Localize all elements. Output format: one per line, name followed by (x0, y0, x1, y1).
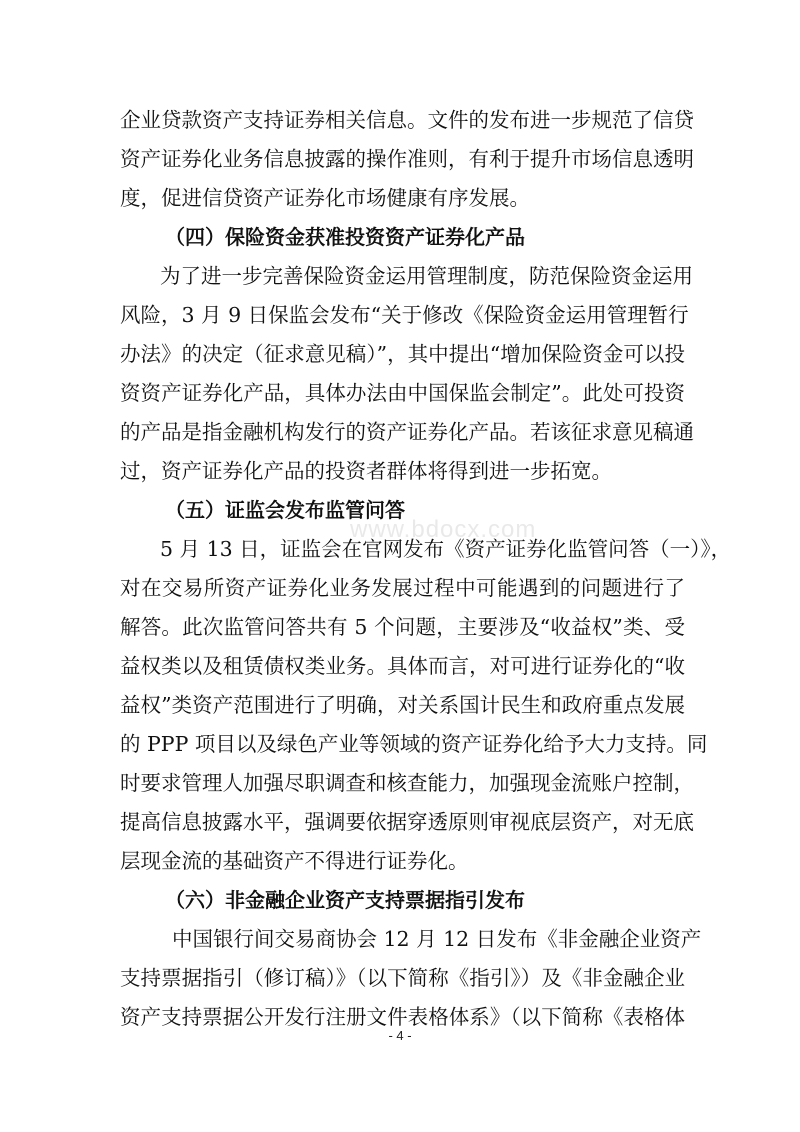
paragraph-3-line-3: 解答。此次监管问答共有 5 个问题，主要涉及“收益权”类、受 (120, 615, 685, 639)
paragraph-3-line-5: 益权”类资产范围进行了明确，对关系国计民生和政府重点发展 (120, 693, 685, 717)
paragraph-2-line-3: 办法》的决定（征求意见稿）”，其中提出“增加保险资金可以投 (120, 342, 685, 366)
paragraph-1-line-2: 资产证券化业务信息披露的操作准则，有利于提升市场信息透明 (120, 147, 694, 171)
paragraph-3-line-9: 层现金流的基础资产不得进行证券化。 (120, 849, 469, 873)
section-heading-5: （五）证监会发布监管问答 (165, 498, 405, 522)
paragraph-4-line-3: 资产支持票据公开发行注册文件表格体系》（以下简称《表格体 (120, 1005, 685, 1029)
paragraph-3-line-6: 的 PPP 项目以及绿色产业等领域的资产证券化给予大力支持。同 (120, 732, 708, 756)
paragraph-4-line-1: 中国银行间交易商协会 12 月 12 日发布《非金融企业资产 (172, 927, 702, 951)
paragraph-2-line-1: 为了进一步完善保险资金运用管理制度，防范保险资金运用 (160, 264, 693, 288)
page-number: - 4 - (388, 1028, 412, 1043)
paragraph-3-line-2: 对在交易所资产证券化业务发展过程中可能遇到的问题进行了 (120, 576, 685, 600)
paragraph-3-line-4: 益权类以及租赁债权类业务。具体而言，对可进行证券化的“收 (120, 654, 685, 678)
paragraph-3-line-1: 5 月 13 日，证监会在官网发布《资产证券化监管问答（一）》， (160, 537, 732, 561)
paragraph-4-line-2: 支持票据指引（修订稿）》（以下简称《指引》）及《非金融企业 (120, 966, 685, 990)
paragraph-1-line-1: 企业贷款资产支持证券相关信息。文件的发布进一步规范了信贷 (120, 108, 694, 132)
paragraph-2-line-2: 风险，3 月 9 日保监会发布“关于修改《保险资金运用管理暂行 (120, 303, 689, 327)
watermark: www.bdocx.com (350, 516, 537, 543)
paragraph-3-line-8: 提高信息披露水平，强调要依据穿透原则审视底层资产，对无底 (120, 810, 694, 834)
paragraph-2-line-4: 资资产证券化产品，具体办法由中国保监会制定”。此处可投资 (120, 381, 685, 405)
paragraph-2-line-6: 过，资产证券化产品的投资者群体将得到进一步拓宽。 (120, 459, 612, 483)
paragraph-1-line-3: 度，促进信贷资产证券化市场健康有序发展。 (120, 186, 530, 210)
paragraph-2-line-5: 的产品是指金融机构发行的资产证券化产品。若该征求意见稿通 (120, 420, 694, 444)
section-heading-6: （六）非金融企业资产支持票据指引发布 (165, 888, 525, 912)
paragraph-3-line-7: 时要求管理人加强尽职调查和核查能力，加强现金流账户控制， (120, 771, 694, 795)
section-heading-4: （四）保险资金获准投资资产证券化产品 (165, 225, 525, 249)
